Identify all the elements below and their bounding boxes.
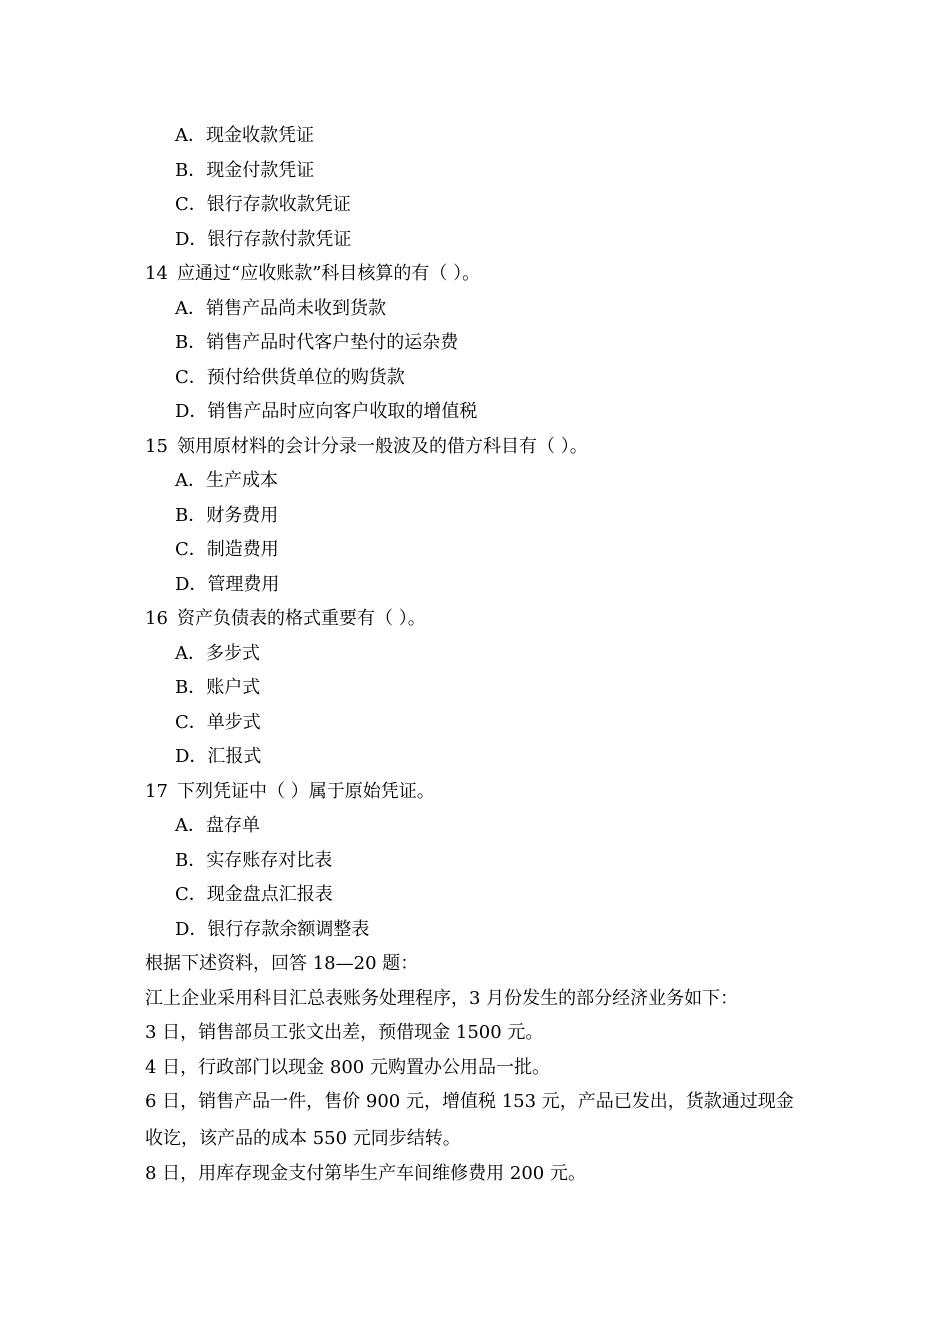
question-text: 领用原材料的会计分录一般波及的借方科目有（ ）。 — [177, 436, 588, 457]
question-number: 16 — [145, 608, 168, 629]
q15-option-d: D．管理费用 — [175, 574, 280, 595]
material-line: 8 日，用库存现金支付第毕生产车间维修费用 200 元。 — [145, 1163, 586, 1184]
material-intro: 根据下述资料，回答 18—20 题： — [145, 953, 419, 974]
material-line: 3 日，销售部员工张文出差，预借现金 1500 元。 — [145, 1022, 544, 1043]
question-number: 14 — [145, 263, 168, 284]
question-16 — [145, 607, 426, 631]
q16-option-a: A．多步式 — [175, 643, 260, 664]
question-text: 应通过“应收账款”科目核算的有（ ）。 — [177, 263, 481, 284]
question-text: 下列凭证中（ ）属于原始凭证。 — [177, 781, 435, 802]
question-15 — [145, 435, 588, 459]
q16-option-d: D．汇报式 — [175, 746, 262, 767]
q17-option-b: B．实存账存对比表 — [175, 850, 333, 871]
q15-option-b: B．财务费用 — [175, 505, 279, 526]
q17-option-c: C．现金盘点汇报表 — [175, 884, 333, 905]
q16-option-b: B．账户式 — [175, 677, 261, 698]
q16-option-c: C．单步式 — [175, 712, 261, 733]
q14-option-a: A．销售产品尚未收到货款 — [175, 298, 386, 319]
q13-option-c: C．银行存款收款凭证 — [175, 194, 351, 215]
material-line: 6 日，销售产品一件，售价 900 元，增值税 153 元，产品已发出，货款通过现金 — [145, 1091, 794, 1112]
question-text: 资产负债表的格式重要有（ ）。 — [177, 608, 426, 629]
q15-option-c: C．制造费用 — [175, 539, 279, 560]
material-line: 江上企业采用科目汇总表账务处理程序，3 月份发生的部分经济业务如下： — [145, 988, 739, 1009]
question-14 — [145, 262, 480, 286]
q14-option-d: D．销售产品时应向客户收取的增值税 — [175, 401, 478, 422]
q13-option-d: D．银行存款付款凭证 — [175, 229, 352, 250]
q15-option-a: A．生产成本 — [175, 470, 278, 491]
q13-option-b: B．现金付款凭证 — [175, 160, 315, 181]
material-line: 收讫，该产品的成本 550 元同步结转。 — [145, 1128, 461, 1149]
q14-option-b: B．销售产品时代客户垫付的运杂费 — [175, 332, 459, 353]
q13-option-a: A．现金收款凭证 — [175, 125, 314, 146]
q14-option-c: C．预付给供货单位的购货款 — [175, 367, 405, 388]
q17-option-d: D．银行存款余额调整表 — [175, 919, 370, 940]
question-number: 17 — [145, 781, 168, 802]
question-number: 15 — [145, 436, 168, 457]
question-17 — [145, 780, 435, 804]
material-line: 4 日，行政部门以现金 800 元购置办公用品一批。 — [145, 1057, 550, 1078]
q17-option-a: A．盘存单 — [175, 815, 260, 836]
